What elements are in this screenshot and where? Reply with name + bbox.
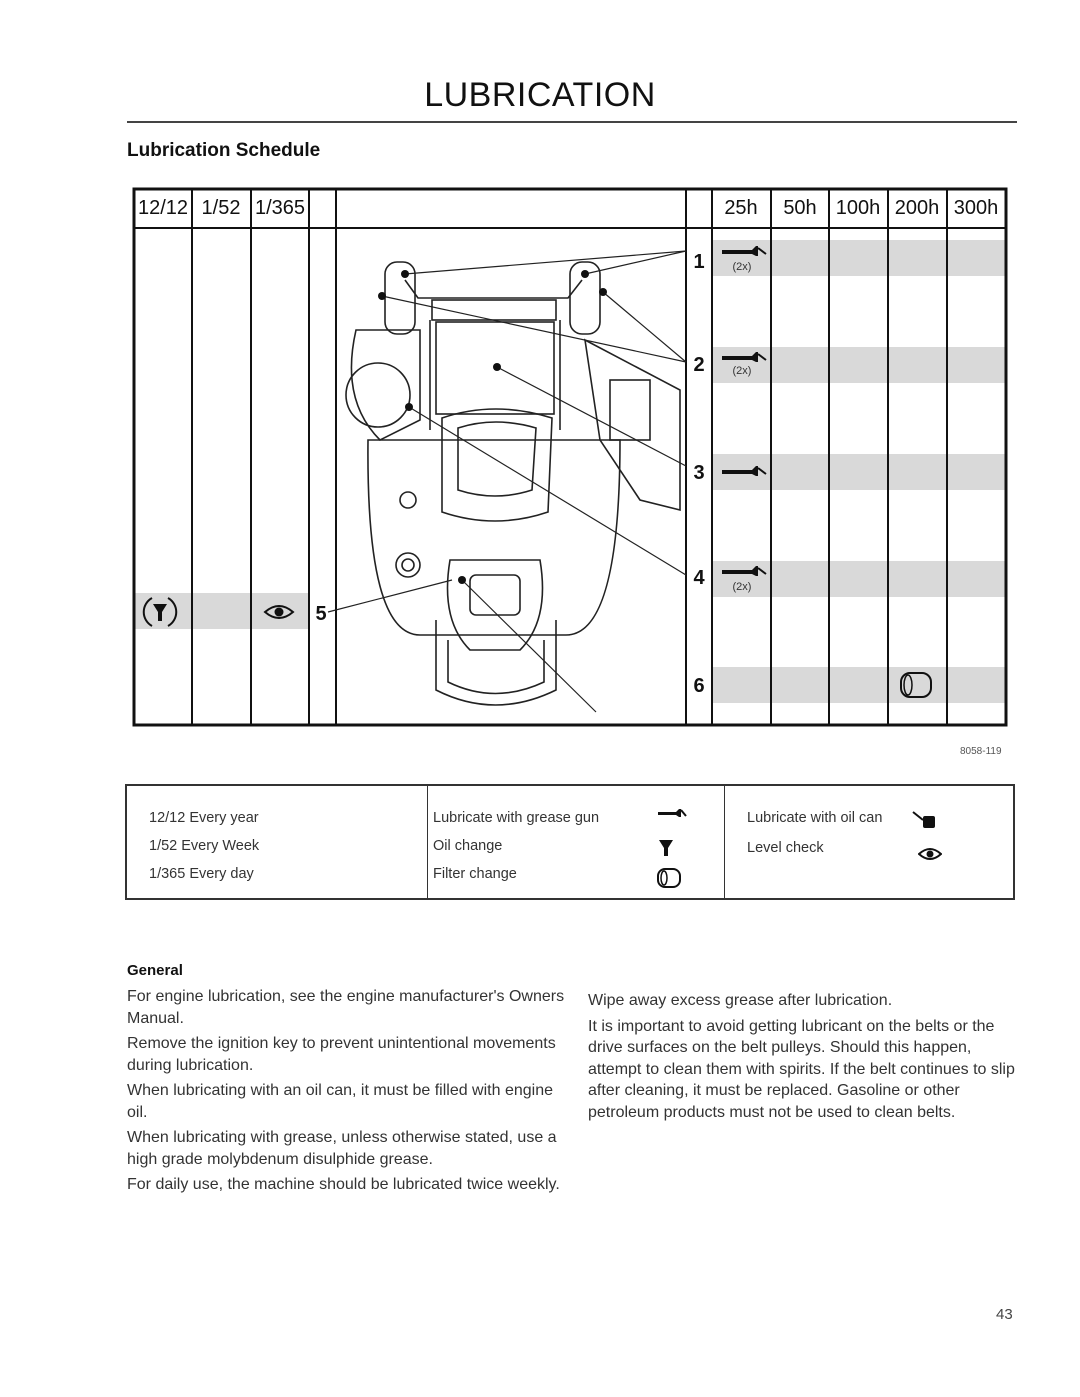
page-number: 43	[996, 1306, 1013, 1323]
general-paragraph: For daily use, the machine should be lubricated twice weekly.	[127, 1176, 560, 1193]
legend-grease-gun: Lubricate with grease gun	[433, 810, 600, 826]
oil-change-icon	[658, 838, 674, 858]
row-2-count: (2x)	[732, 365, 752, 377]
row-number-3: 3	[693, 462, 705, 484]
general-paragraph: Wipe away excess grease after lubrication.	[588, 992, 893, 1009]
header-200h: 200h	[894, 197, 940, 219]
legend-filter-change: Filter change	[433, 866, 517, 882]
legend-oil-change: Oil change	[433, 838, 503, 854]
row-number-5: 5	[315, 603, 327, 625]
legend-interval-day: 1/365 Every day	[149, 866, 254, 882]
oil-can-icon	[911, 810, 939, 830]
header-300h: 300h	[953, 197, 999, 219]
header-25h: 25h	[724, 197, 758, 219]
row-number-4: 4	[693, 567, 705, 589]
header-12-12: 12/12	[137, 197, 189, 219]
general-right-column	[588, 990, 1016, 1127]
figure-id: 8058-119	[960, 746, 1002, 757]
legend-column-actions	[427, 786, 725, 898]
general-paragraph: When lubricating with an oil can, it must be filled with engine oil.	[127, 1082, 553, 1121]
header-1-365: 1/365	[254, 197, 306, 219]
legend-interval-week: 1/52 Every Week	[149, 838, 260, 854]
header-50h: 50h	[783, 197, 817, 219]
legend-interval-year: 12/12 Every year	[149, 810, 259, 826]
filter-change-icon	[656, 866, 682, 890]
row-number-1: 1	[693, 251, 705, 273]
grease-gun-icon	[658, 808, 688, 822]
legend-box	[125, 784, 1015, 900]
legend-column-methods	[724, 786, 1014, 898]
level-check-icon	[918, 846, 942, 862]
legend-level-check: Level check	[747, 840, 824, 856]
general-paragraph: Remove the ignition key to prevent unintentional movements during lubrication.	[127, 1035, 556, 1074]
general-heading: General	[127, 962, 183, 979]
row-4-count: (2x)	[732, 581, 752, 593]
header-1-52: 1/52	[201, 197, 241, 219]
row-number-6: 6	[693, 675, 705, 697]
page-title: LUBRICATION	[424, 76, 656, 114]
row-number-2: 2	[693, 354, 705, 376]
row-1-count: (2x)	[732, 261, 752, 273]
legend-column-intervals	[127, 786, 427, 898]
general-left-column	[127, 986, 567, 1200]
section-heading: Lubrication Schedule	[127, 140, 321, 161]
general-paragraph: For engine lubrication, see the engine manufacturer's Owners Manual.	[127, 988, 565, 1027]
header-100h: 100h	[835, 197, 881, 219]
legend-oil-can: Lubricate with oil can	[747, 810, 883, 826]
general-paragraph: It is important to avoid getting lubricant on the belts or the drive surfaces on the belt pulleys. Should this happen, attempt to clean them with spirits. If the belt continues to slip after cleaning, it must be replaced. Gasoline or other petroleum products must not be used to clean belts.	[588, 1017, 1015, 1121]
mower-top-view-illustration	[328, 251, 686, 712]
general-paragraph: When lubricating with grease, unless otherwise stated, use a high grade molybdenum disulphide grease.	[127, 1129, 557, 1168]
pointer-dots	[378, 270, 607, 584]
